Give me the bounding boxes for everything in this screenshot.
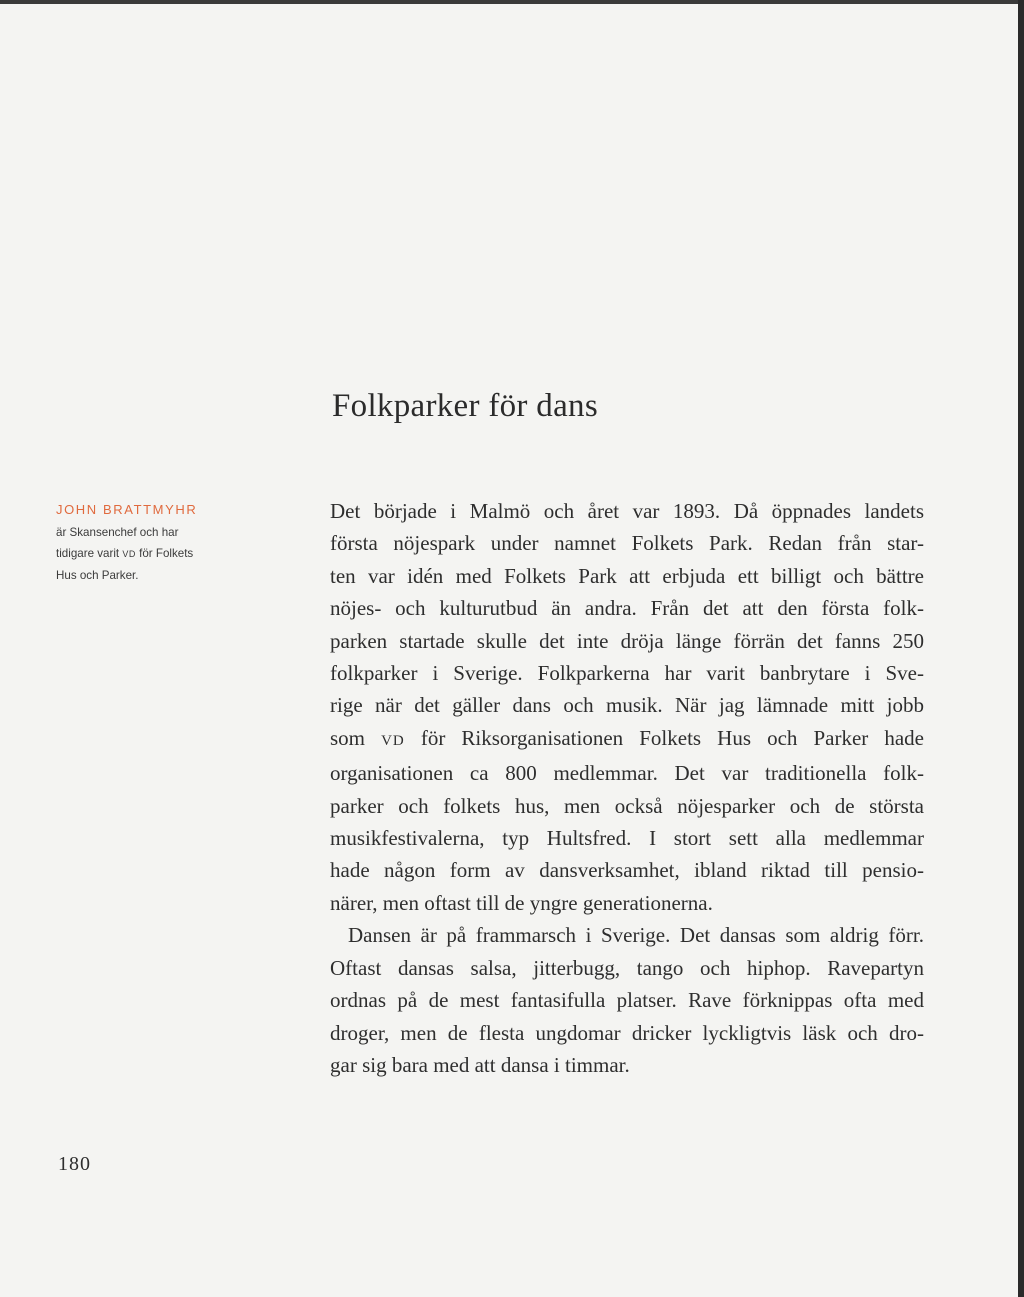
body-line: hade någon form av dansverksamhet, ibland riktad till pensio-: [330, 858, 924, 883]
body-line: gar sig bara med att dansa i timmar.: [330, 1052, 630, 1077]
body-line: ten var idén med Folkets Park att erbjuda ett billigt och bättre: [330, 563, 924, 588]
article-title: Folkparker för dans: [332, 388, 598, 424]
body-line: organisationen ca 800 medlemmar. Det var traditionella folk-: [330, 761, 924, 786]
body-line: parken startade skulle det inte dröja länge förrän det fanns 250: [330, 628, 924, 653]
body-line: musikfestivalerna, typ Hultsfred. I stort sett alla medlemmar: [330, 826, 924, 851]
body-line: Dansen är på frammarsch i Sverige. Det dansas som aldrig förr.: [348, 923, 924, 948]
body-line: närer, men oftast till de yngre generationerna.: [330, 890, 713, 915]
body-abbreviation: VD: [381, 732, 405, 749]
paragraph-1: [330, 495, 924, 919]
body-line: nöjes- och kulturutbud än andra. Från det att den första folk-: [330, 596, 924, 621]
bio-text: för Folkets: [135, 547, 194, 560]
author-name: JOHN BRATTMYHR: [56, 502, 198, 517]
bio-text: tidigare varit: [56, 547, 123, 560]
paragraph-2: [330, 919, 924, 1081]
body-line: Det började i Malmö och året var 1893. Då öppnades landets: [330, 499, 924, 523]
author-sidebar: [56, 500, 266, 586]
body-text: för Riksorganisationen Folkets Hus och Parker hade: [420, 725, 925, 750]
body-line: droger, men de flesta ungdomar dricker lyckligtvis läsk och dro-: [330, 1020, 924, 1045]
body-line: folkparker i Sverige. Folkparkerna har varit banbrytare i Sve-: [330, 661, 924, 686]
body-line: första nöjespark under namnet Folkets Park. Redan från star-: [330, 531, 924, 556]
bio-line: är Skansenchef och har: [56, 526, 179, 539]
page-number: 180: [58, 1153, 91, 1175]
bio-line: [56, 543, 266, 565]
body-line: Oftast dansas salsa, jitterbugg, tango och hiphop. Ravepartyn: [330, 955, 924, 980]
bio-abbreviation: VD: [122, 549, 136, 559]
body-line: parker och folkets hus, men också nöjesparker och de största: [330, 793, 924, 818]
body-line: ordnas på de mest fantasifulla platser. Rave förknippas ofta med: [330, 988, 924, 1013]
body-line: rige när det gäller dans och musik. När jag lämnade mitt jobb: [330, 693, 924, 718]
bio-line: Hus och Parker.: [56, 569, 139, 582]
body-line: [330, 722, 924, 757]
body-text: som: [330, 725, 382, 750]
article-body: [330, 495, 924, 1081]
author-bio: [56, 522, 266, 586]
